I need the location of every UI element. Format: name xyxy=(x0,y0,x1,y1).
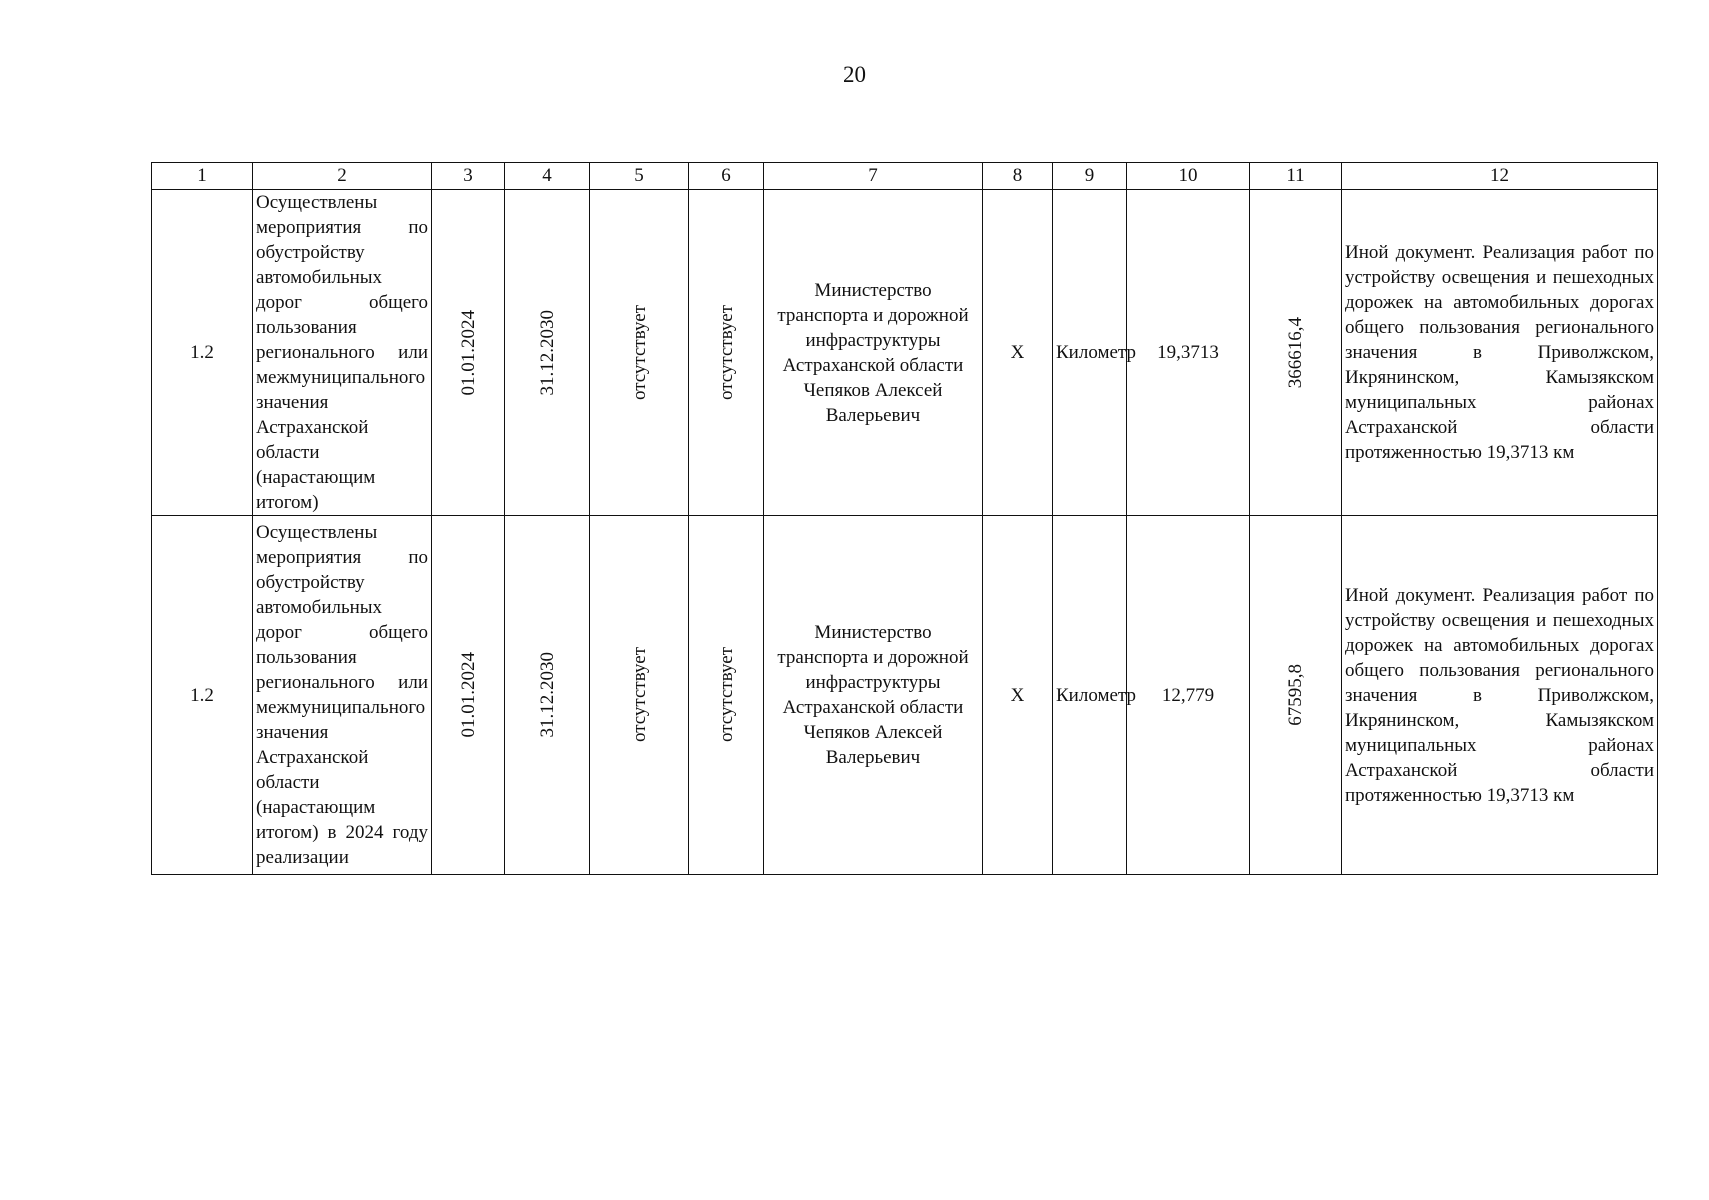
table-row xyxy=(152,516,1658,875)
col5-cell xyxy=(590,516,689,875)
header-cell: 4 xyxy=(505,163,590,190)
start-date: 01.01.2024 xyxy=(457,309,479,396)
header-cell: 5 xyxy=(590,163,689,190)
page-number: 20 xyxy=(843,62,866,87)
header-cell: 7 xyxy=(764,163,983,190)
table-row xyxy=(152,190,1658,516)
header-cell: 8 xyxy=(983,163,1053,190)
header-cell: 9 xyxy=(1053,163,1127,190)
col6-cell xyxy=(689,190,764,516)
amount-cell xyxy=(1250,190,1342,516)
header-cell: 6 xyxy=(689,163,764,190)
amount: 67595,8 xyxy=(1285,664,1306,726)
unit: Километр xyxy=(1053,516,1127,875)
responsible: Министерство транспорта и дорожной инфраструктуры Астраханской области Чепяков Алексей Валерьевич xyxy=(764,190,983,516)
value: 19,3713 xyxy=(1127,190,1250,516)
col5-value: отсутствует xyxy=(628,304,650,401)
header-cell: 11 xyxy=(1250,163,1342,190)
row-number: 1.2 xyxy=(152,516,253,875)
data-table xyxy=(151,162,1658,875)
start-date: 01.01.2024 xyxy=(457,652,479,738)
header-cell: 10 xyxy=(1127,163,1250,190)
header-row xyxy=(152,163,1658,190)
amount-cell xyxy=(1250,516,1342,875)
end-date-cell xyxy=(505,190,590,516)
col8-value: X xyxy=(983,190,1053,516)
unit: Километр xyxy=(1053,190,1127,516)
end-date: 31.12.2030 xyxy=(536,309,558,396)
responsible: Министерство транспорта и дорожной инфраструктуры Астраханской области Чепяков Алексей Валерьевич xyxy=(764,516,983,875)
end-date-cell xyxy=(505,516,590,875)
header-cell: 12 xyxy=(1342,163,1658,190)
header-cell: 2 xyxy=(253,163,432,190)
header-cell: 3 xyxy=(432,163,505,190)
measure-name: Осуществлены мероприятия по обустройству автомобильных дорог общего пользования регионального или межмуниципального значения Астраханской области (нарастающим итогом) в 2024 году реализации xyxy=(253,516,432,875)
start-date-cell xyxy=(432,190,505,516)
header-cell: 1 xyxy=(152,163,253,190)
col8-value: X xyxy=(983,516,1053,875)
start-date-cell xyxy=(432,516,505,875)
document-note: Иной документ. Реализация работ по устройству освещения и пешеходных дорожек на автомобильных дорогах общего пользования регионального значения в Приволжском, Икрянинском, Камызякском муниципальных районах Астраханской области протяженностью 19,3713 км xyxy=(1342,190,1658,516)
measure-name: Осуществлены мероприятия по обустройству автомобильных дорог общего пользования регионального или межмуниципального значения Астраханской области (нарастающим итогом) xyxy=(253,190,432,516)
end-date: 31.12.2030 xyxy=(536,652,558,738)
document-note: Иной документ. Реализация работ по устройству освещения и пешеходных дорожек на автомобильных дорогах общего пользования регионального значения в Приволжском, Икрянинском, Камызякском муниципальных районах Астраханской области протяженностью 19,3713 км xyxy=(1342,516,1658,875)
col6-value: отсутствует xyxy=(715,304,737,401)
value: 12,779 xyxy=(1127,516,1250,875)
row-number: 1.2 xyxy=(152,190,253,516)
col5-cell xyxy=(590,190,689,516)
amount: 366616,4 xyxy=(1285,316,1306,389)
col5-value: отсутствует xyxy=(628,647,650,743)
col6-cell xyxy=(689,516,764,875)
col6-value: отсутствует xyxy=(715,647,737,743)
